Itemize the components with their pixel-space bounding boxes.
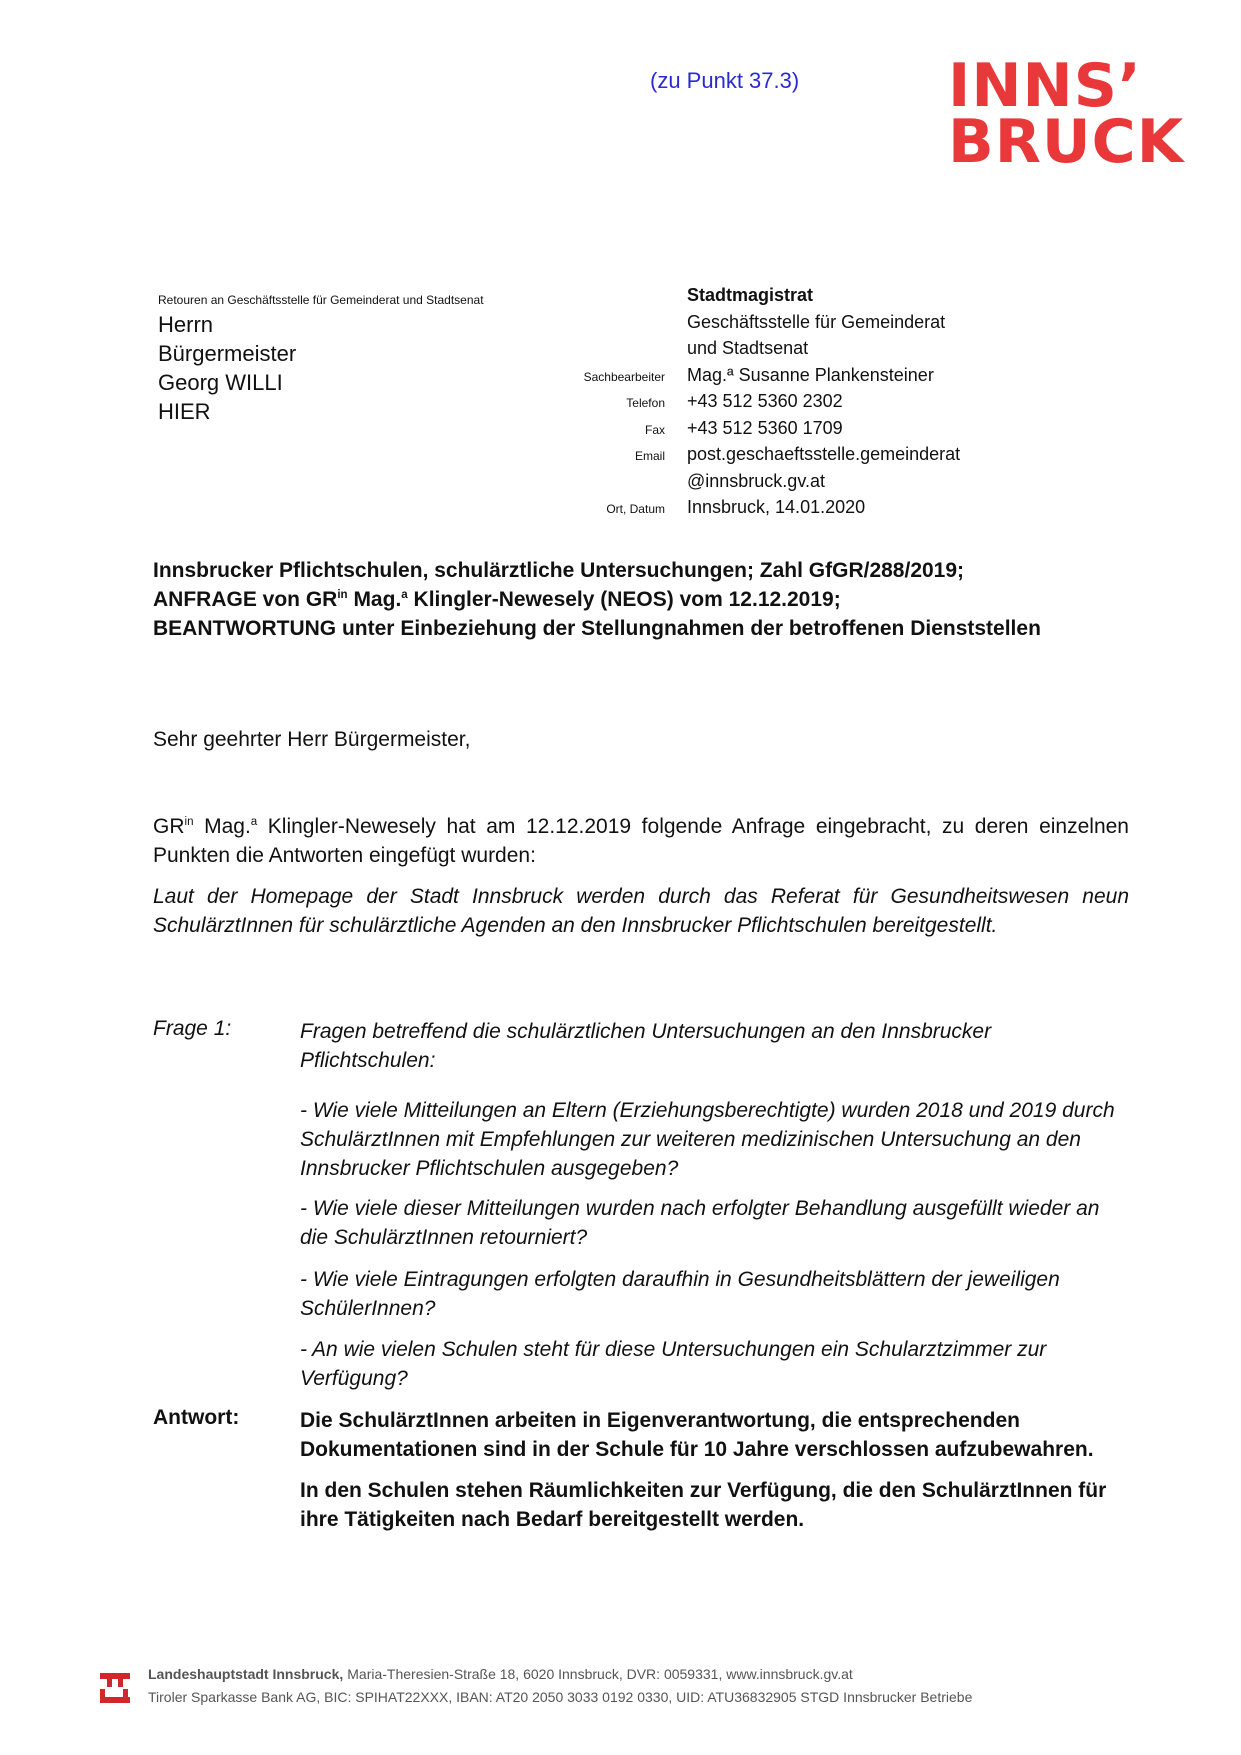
question-label: Frage 1: bbox=[153, 1017, 232, 1040]
recipient-address bbox=[158, 310, 296, 426]
phone-label: Telefon bbox=[626, 396, 665, 410]
footer-org-name: Landeshauptstadt Innsbruck, bbox=[148, 1666, 344, 1682]
fax-number: +43 512 5360 1709 bbox=[687, 417, 843, 438]
place-date: Innsbruck, 14.01.2020 bbox=[687, 497, 866, 517]
subject-line-1: Innsbrucker Pflichtschulen, schulärztliche Untersuchungen; Zahl GfGR/288/2019; bbox=[153, 559, 965, 582]
footer-address: Maria-Theresien-Straße 18, 6020 Innsbruck, DVR: 0059331, www.innsbruck.gv.at bbox=[347, 1666, 853, 1682]
phone-number: +43 512 5360 2302 bbox=[687, 391, 843, 411]
clerk-name: Mag.ª Susanne Plankensteiner bbox=[687, 364, 934, 385]
answer-label: Antwort: bbox=[153, 1406, 240, 1429]
date-label: Ort, Datum bbox=[606, 502, 665, 516]
letter-subject bbox=[153, 556, 1153, 643]
question-item: - Wie viele Mitteilungen an Eltern (Erziehungsberechtigte) wurden 2018 und 2019 durch SchulärztInnen mit Empfehlungen zur weiteren medizinischen Untersuchung an den Innsbrucker Pflichtschulen ausgegeben? bbox=[300, 1099, 1115, 1180]
innsbruck-logo bbox=[948, 51, 1185, 177]
question-item: - Wie viele dieser Mitteilungen wurden nach erfolgter Behandlung ausgefüllt wieder an die SchulärztInnen retourniert? bbox=[300, 1197, 1100, 1249]
salutation: Sehr geehrter Herr Bürgermeister, bbox=[153, 728, 471, 751]
question-intro: Fragen betreffend die schulärztlichen Untersuchungen an den Innsbrucker Pflichtschulen: bbox=[300, 1020, 992, 1072]
clerk-label: Sachbearbeiter bbox=[583, 369, 665, 384]
footer-bank-details: Tiroler Sparkasse Bank AG, BIC: SPIHAT22XXX, IBAN: AT20 2050 3033 0192 0330, UID: ATU36832905 STGD Innsbrucker Betriebe bbox=[148, 1689, 973, 1705]
address-line: Bürgermeister bbox=[158, 341, 297, 366]
sender-block bbox=[520, 285, 960, 524]
intro-paragraph: $GR^{in}$ Mag.$^a$ Klingler-Newesely hat am 12.12.2019 folgende Anfrage eingebracht, zu deren einzelnen Punkten die Antworten eingefügt wurden: bbox=[153, 815, 1129, 867]
return-note: Retouren an Geschäftsstelle für Gemeinderat und Stadtsenat bbox=[158, 293, 484, 307]
subject-line-3: BEANTWORTUNG unter Einbeziehung der Stellungnahmen der betroffenen Dienststellen bbox=[153, 617, 1041, 640]
address-line: HIER bbox=[158, 399, 211, 424]
sender-department: Stadtmagistrat bbox=[687, 285, 814, 305]
fax-label: Fax bbox=[644, 422, 665, 437]
city-mark-top-icon bbox=[100, 1673, 130, 1679]
answer-paragraph-1: Die SchulärztInnen arbeiten in Eigenverantwortung, die entsprechenden Dokumentationen sind in der Schule für 10 Jahre verschlossen aufzubewahren. bbox=[300, 1409, 1094, 1461]
sender-office-line-2: und Stadtsenat bbox=[687, 338, 809, 358]
address-line: Herrn bbox=[158, 312, 214, 337]
answer-paragraph-2: In den Schulen stehen Räumlichkeiten zur Verfügung, die den SchulärztInnen für ihre Tätigkeiten nach Bedarf bereitgestellt werden. bbox=[300, 1479, 1107, 1531]
question-item: - Wie viele Eintragungen erfolgten daraufhin in Gesundheitsblättern der jeweiligen SchülerInnen? bbox=[300, 1268, 1060, 1320]
question-item: - An wie vielen Schulen steht für diese Untersuchungen ein Schularztzimmer zur Verfügung? bbox=[300, 1338, 1047, 1390]
agenda-reference: (zu Punkt 37.3) bbox=[650, 68, 800, 93]
logo-line-1: INNS’ bbox=[948, 51, 1142, 121]
email-label: Email bbox=[634, 449, 665, 463]
inquiry-quote: Laut der Homepage der Stadt Innsbruck werden durch das Referat für Gesundheitswesen neun SchulärztInnen für schulärztliche Agenden an den Innsbrucker Pflichtschulen bereitgestellt. bbox=[153, 885, 1129, 937]
letter-footer bbox=[100, 1663, 972, 1709]
address-line: Georg WILLI bbox=[158, 370, 283, 395]
subject-line-2: ANFRAGE von $GR^{in}$ Mag.$^a$ Klingler-Newesely (NEOS) vom 12.12.2019; bbox=[153, 588, 841, 611]
city-mark-bottom-icon bbox=[100, 1693, 130, 1703]
logo-line-2: BRUCK bbox=[948, 107, 1185, 177]
sender-office-line-1: Geschäftsstelle für Gemeinderat bbox=[687, 311, 946, 332]
email-address-line-1: post.geschaeftsstelle.gemeinderat bbox=[687, 444, 961, 464]
email-address-line-2: @innsbruck.gv.at bbox=[687, 470, 825, 491]
